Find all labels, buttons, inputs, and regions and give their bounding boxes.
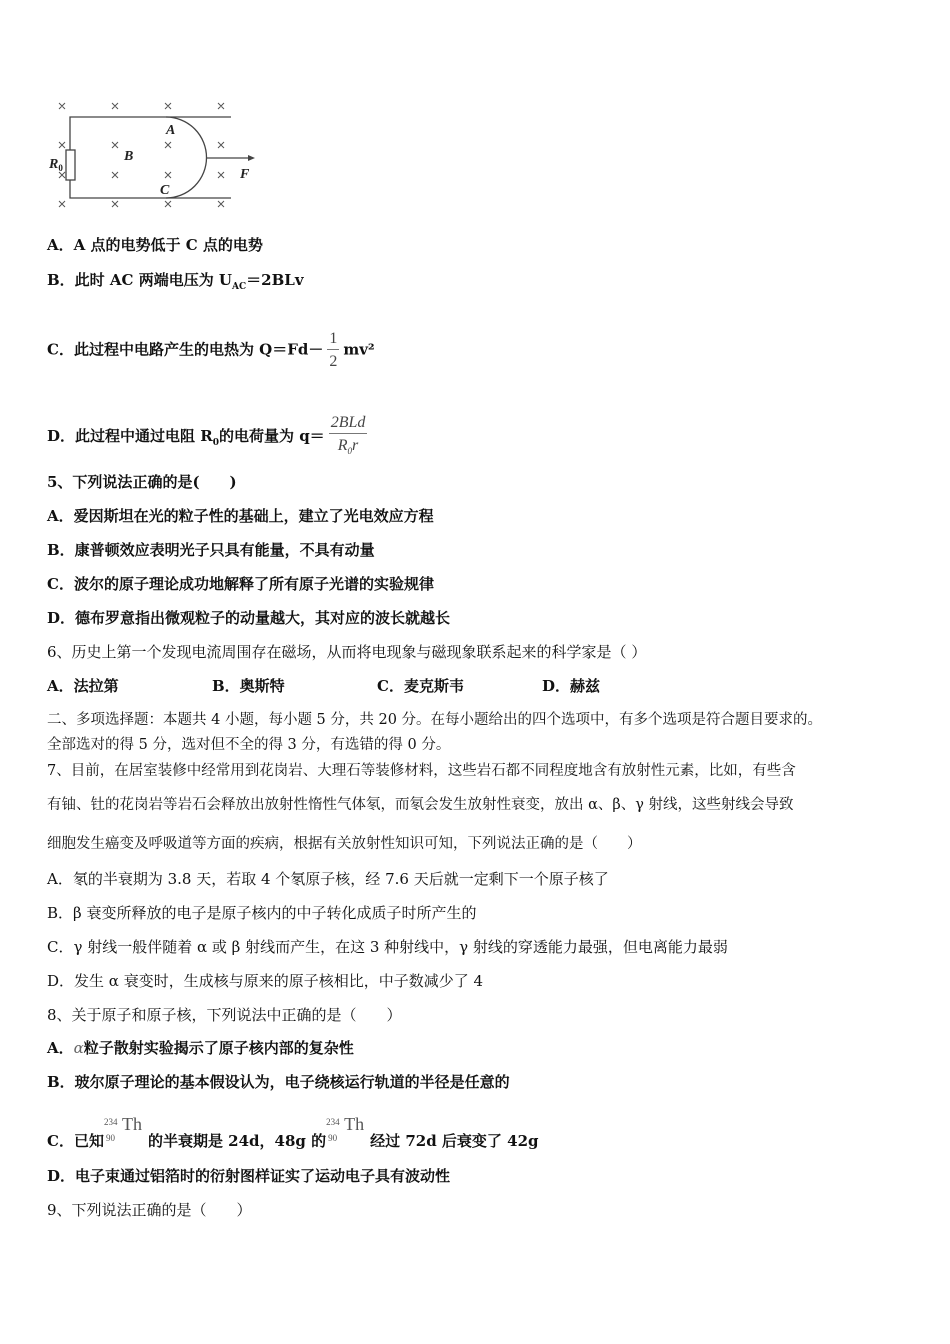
q8-stem: 8、关于原子和原子核，下列说法中正确的是（ ） xyxy=(47,1006,402,1024)
q7-stem-3: 细胞发生癌变及呼吸道等方面的疾病，根据有关放射性知识可知，下列说法正确的是（ ） xyxy=(47,836,642,852)
denominator: 2 xyxy=(329,353,338,370)
q5-option-d: D．德布罗意指出微观粒子的动量越大，其对应的波长就越长 xyxy=(47,609,451,627)
q6-option-b: B．奥斯特 xyxy=(212,677,285,695)
q6-options xyxy=(47,676,707,696)
mass-number: 234 xyxy=(103,1117,118,1127)
label-b: B xyxy=(124,149,134,164)
denominator xyxy=(329,434,368,461)
den-sub: 0 xyxy=(347,446,353,457)
q5-option-b: B．康普顿效应表明光子只具有能量，不具有动量 xyxy=(47,541,375,559)
q8-a-text: 粒子散射实验揭示了原子核内部的复杂性 xyxy=(83,1039,354,1057)
q8-a-label: A． xyxy=(47,1039,74,1057)
q8-option-d: D．电子束通过铝箔时的衍射图样证实了运动电子具有波动性 xyxy=(47,1167,451,1185)
q6-stem: 6、历史上第一个发现电流周围存在磁场，从而将电现象与磁现象联系起来的科学家是（ ） xyxy=(47,643,647,661)
q5-option-c: C．波尔的原子理论成功地解释了所有原子光谱的实验规律 xyxy=(47,575,434,593)
q6-option-d: D．赫兹 xyxy=(542,677,601,695)
alpha-symbol: α xyxy=(73,1039,84,1057)
q4-option-c xyxy=(47,329,375,372)
label-c: C xyxy=(160,183,170,198)
q7-option-b: B．β 衰变所释放的电子是原子核内的中子转化成质子时所产生的 xyxy=(47,904,477,922)
nuclide-th234 xyxy=(326,1114,370,1150)
section-heading: 二、多项选择题：本题共 4 小题，每小题 5 分，共 20 分。在每小题给出的四个选项中，有多个选项是符合题目要求的。 xyxy=(47,712,823,728)
cross-mark-icon xyxy=(59,103,224,207)
den-r0: R xyxy=(337,437,348,454)
q4-option-d xyxy=(47,413,371,461)
fraction xyxy=(329,413,368,461)
q7-option-a: A．氡的半衰期为 3.8 天，若取 4 个氡原子核，经 7.6 天后就一定剩下一个原子核了 xyxy=(47,870,609,888)
q7-stem-2: 有铀、钍的花岗岩等岩石会释放出放射性惰性气体氡，而氡会发生放射性衰变，放出 α、β、γ 射线，这些射线会导致 xyxy=(47,797,794,813)
atomic-number: 90 xyxy=(328,1133,338,1143)
q4-d-sub: 0 xyxy=(212,438,219,449)
q4-option-b xyxy=(47,270,304,297)
nuclide-th234 xyxy=(103,1114,148,1150)
q8-option-c xyxy=(47,1114,539,1151)
den-r: r xyxy=(352,437,359,454)
q5-option-a: A．爱因斯坦在光的粒子性的基础上，建立了光电效应方程 xyxy=(47,507,434,525)
arrow-icon xyxy=(248,155,255,161)
section-scoring: 全部选对的得 5 分，选对但不全的得 3 分，有选错的得 0 分。 xyxy=(47,737,451,753)
q8-c-label: C．已知 xyxy=(47,1132,104,1150)
label-r0: $R_0$ xyxy=(49,157,63,173)
numerator: 2BLd xyxy=(329,413,368,434)
q6-option-c: C．麦克斯韦 xyxy=(377,677,464,695)
element-symbol: Th xyxy=(344,1114,365,1134)
q4-b-text: B．此时 AC 两端电压为 U xyxy=(47,271,233,289)
q7-option-d: D．发生 α 衰变时，生成核与原来的原子核相比，中子数减少了 4 xyxy=(47,972,484,990)
q7-stem-1: 7、目前，在居室装修中经常用到花岗岩、大理石等装修材料，这些岩石都不同程度地含有放射性元素，比如，有些含 xyxy=(47,763,796,779)
circuit-diagram xyxy=(48,100,263,215)
q4-c-text: C．此过程中电路产生的电热为 Q＝Fd－ xyxy=(47,340,324,359)
q5-stem: 5、下列说法正确的是( ) xyxy=(47,473,237,491)
q4-b-sub: AC xyxy=(232,282,247,292)
q4-d-mid: 的电荷量为 q＝ xyxy=(218,427,325,446)
q6-option-a: A．法拉第 xyxy=(47,677,119,695)
q7-option-c: C．γ 射线一般伴随着 α 或 β 射线而产生，在这 3 种射线中，γ 射线的穿透能力最强，但电离能力最弱 xyxy=(47,938,728,956)
label-a: A xyxy=(166,123,176,138)
q8-option-b: B．玻尔原子理论的基本假设认为，电子绕核运行轨道的半径是任意的 xyxy=(47,1073,510,1091)
q4-c-suffix: mv² xyxy=(343,340,375,359)
numerator: 1 xyxy=(327,329,339,350)
q4-option-a: A．A 点的电势低于 C 点的电势 xyxy=(47,236,263,254)
q9-stem: 9、下列说法正确的是（ ） xyxy=(47,1201,252,1219)
fraction xyxy=(327,329,339,372)
atomic-number: 90 xyxy=(105,1133,115,1143)
q8-c-mid: 的半衰期是 24d，48g 的 xyxy=(147,1132,327,1150)
q4-b-suffix: ＝2BLv xyxy=(246,271,304,289)
element-symbol: Th xyxy=(121,1114,142,1134)
label-f: F xyxy=(240,167,250,182)
q4-d-text: D．此过程中通过电阻 R xyxy=(47,427,213,446)
mass-number: 234 xyxy=(326,1117,340,1127)
q8-c-suffix: 经过 72d 后衰变了 42g xyxy=(370,1132,539,1150)
q8-option-a xyxy=(47,1038,354,1058)
